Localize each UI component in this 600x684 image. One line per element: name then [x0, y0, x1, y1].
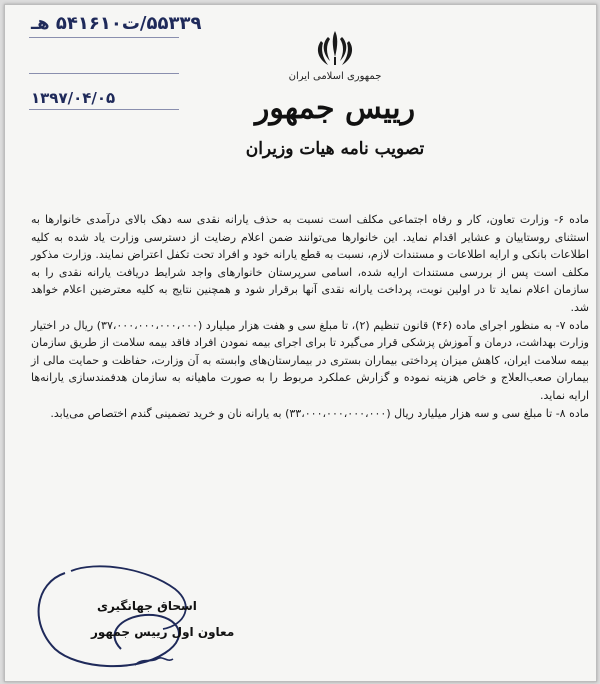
article-7: ماده ۷- به منظور اجرای ماده (۴۶) قانون تنظیم (۲)، تا مبلغ سی و هفت هزار میلیارد (۳۷،۰۰۰،۰۰۰،۰۰۰،۰۰۰) ریال در اختیار وزارت بهداشت، درمان و آموزش پزشکی قرار می‌گیرد تا برای اجرای بیمه نمودن افراد فاقد بیمه سلامت از طریق سازمان بیمه سلامت ایران، کاهش میزان پرداختی بیماران بستری در بیمارستان‌های وابسته به آن وزارت، حفاظت و حمایت مالی از بیماران صعب‌العلاج و خاص هزینه نموده و گزارش عملکرد مربوط را به صورت ماهیانه به سازمان هدفمندسازی یارانه‌ها ارایه نماید.: [31, 318, 589, 402]
reference-underline: [29, 37, 179, 38]
subject-line: [29, 73, 179, 74]
decree-date: ۱۳۹۷/۰۴/۰۵: [31, 89, 116, 107]
article-6: ماده ۶- وزارت تعاون، کار و رفاه اجتماعی مکلف است نسبت به حذف یارانه نقدی سه دهک بالای درآمدی خانوارها به استثنای روستاییان و عشایر اقدام نماید. این خانوارها می‌توانند ضمن اعلام رضایت از دسترسی وزارت یاد شده به کلیه اطلاعات بانکی و ارایه اطلاعات و مستندات لازم، نسبت به قطع یارانه خود و افراد تحت تکفل اعتراض نمایند. وزارت مذکور مکلف است پس از بررسی مستندات ارایه شده، اسامی سرپرستان خانوارهای واجد شرایط دریافت یارانه نقدی را به سازمان اعلام نماید تا در اولین نوبت، پرداخت یارانه نقدی آنها برقرار شود و همچنین نتایج به کلیه معترضین اعلام خواهد شد.: [31, 213, 589, 314]
decree-body: [31, 211, 589, 422]
office-heading: رییس جمهور: [254, 91, 416, 126]
date-underline: [29, 109, 179, 110]
signatory-name: اسحاق جهانگیری: [97, 599, 197, 613]
handwritten-signature: [25, 553, 215, 677]
document-page: [4, 4, 597, 682]
decree-title: تصویب نامه هیات وزیران: [245, 139, 425, 159]
iran-emblem-icon: [310, 27, 360, 71]
signatory-title: معاون اول رییس جمهور: [91, 625, 235, 639]
reference-number: ۵۵۳۳۹/ت۵۴۱۶۱۰ هـ: [31, 13, 202, 34]
republic-heading: جمهوری اسلامی ایران: [288, 71, 382, 82]
article-8: ماده ۸- تا مبلغ سی و سه هزار میلیارد ریال (۳۳،۰۰۰،۰۰۰،۰۰۰،۰۰۰) به یارانه نان و خرید تضمینی گندم اختصاص می‌یابد.: [50, 406, 589, 420]
